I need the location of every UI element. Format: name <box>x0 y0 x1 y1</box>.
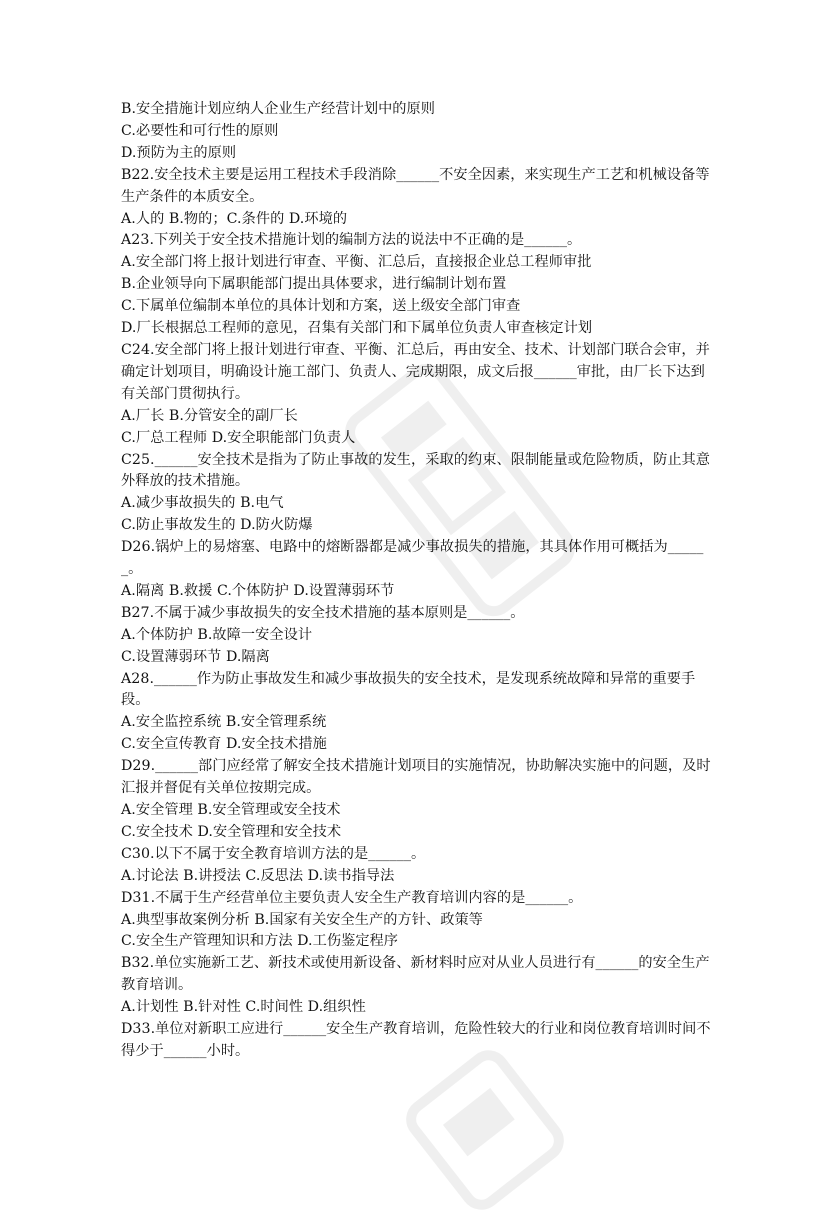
question-31: D31.不属于生产经营单位主要负责人安全生产教育培训内容的是______。 <box>121 889 583 906</box>
question-27-options-ab: A.个体防护 B.故障一安全设计 <box>121 626 313 643</box>
question-31-options-cd: C.安全生产管理知识和方法 D.工伤鉴定程序 <box>121 933 399 950</box>
option-d-line: D.预防为主的原则 <box>121 144 237 161</box>
question-23: A23.下列关于安全技术措施计划的编制方法的说法中不正确的是______。 <box>121 232 582 249</box>
question-29-options-cd: C.安全技术 D.安全管理和安全技术 <box>121 823 342 840</box>
watermark-bottom <box>391 1035 580 1225</box>
question-26: D26.锅炉上的易熔塞、电路中的熔断器都是减少事故损失的措施，其具体作用可概括为______。 <box>121 539 704 578</box>
question-26-options: A.隔离 B.救援 C.个体防护 D.设置薄弱环节 <box>121 582 395 599</box>
question-28-options-cd: C.安全宣传教育 D.安全技术措施 <box>121 736 327 753</box>
question-24-options-cd: C.厂总工程师 D.安全职能部门负责人 <box>121 429 356 446</box>
question-33: D33.单位对新职工应进行______安全生产教育培训，危险性较大的行业和岗位教育培训时间不得少于______小时。 <box>121 1021 711 1059</box>
question-23-option-d: D.厂长根据总工程师的意见，召集有关部门和下属单位负责人审查核定计划 <box>121 320 593 337</box>
question-32: B32.单位实施新工艺、新技术或使用新设备、新材料时应对从业人员进行有______的安全生产教育培训。 <box>121 955 710 994</box>
question-24: C24.安全部门将上报计划进行审查、平衡、汇总后，再由安全、技术、计划部门联合会审，并确定计划项目，明确设计施工部门、负责人、完成期限，成文后报______审批，由厂长下达到有关部门贯彻执行。 <box>121 341 710 402</box>
question-24-options-ab: A.厂长 B.分管安全的副厂长 <box>121 407 298 424</box>
question-27-options-cd: C.设置薄弱环节 D.隔离 <box>121 648 270 665</box>
question-29: D29.______部门应经常了解安全技术措施计划项目的实施情况，协助解决实施中的问题，及时汇报并督促有关单位按期完成。 <box>121 758 711 797</box>
question-25-options-ab: A.减少事故损失的 B.电气 <box>121 495 284 512</box>
option-c-line: C.必要性和可行性的原则 <box>121 122 279 139</box>
question-25-options-cd: C.防止事故发生的 D.防火防爆 <box>121 517 313 534</box>
question-22-options: A.人的 B.物的；C.条件的 D.环境的 <box>121 210 348 227</box>
question-31-options-ab: A.典型事故案例分析 B.国家有关安全生产的方针、政策等 <box>121 911 483 928</box>
question-27: B27.不属于减少事故损失的安全技术措施的基本原则是______。 <box>121 604 525 621</box>
question-25: C25.______安全技术是指为了防止事故的发生，采取的约束、限制能量或危险物质，防止其意外释放的技术措施。 <box>121 451 711 490</box>
option-b-line: B.安全措施计划应纳人企业生产经营计划中的原则 <box>121 101 436 117</box>
question-28: A28.______作为防止事故发生和减少事故损失的安全技术，是发现系统故障和异常的重要手段。 <box>121 670 696 709</box>
question-23-option-b: B.企业领导向下属职能部门提出具体要求，进行编制计划布置 <box>121 276 507 293</box>
question-22: B22.安全技术主要是运用工程技术手段消除______不安全因素，来实现生产工艺和机械设备等生产条件的本质安全。 <box>121 166 710 205</box>
question-29-options-ab: A.安全管理 B.安全管理或安全技术 <box>121 802 341 818</box>
question-23-option-c: C.下属单位编制本单位的具体计划和方案，送上级安全部门审查 <box>121 298 521 315</box>
question-28-options-ab: A.安全监控系统 B.安全管理系统 <box>121 714 327 731</box>
question-23-option-a: A.安全部门将上报计划进行审查、平衡、汇总后，直接报企业总工程师审批 <box>121 254 592 271</box>
question-30-options: A.讨论法 B.讲授法 C.反思法 D.读书指导法 <box>121 867 395 884</box>
question-text <box>121 99 711 1063</box>
question-32-options: A.计划性 B.针对性 C.时间性 D.组织性 <box>121 999 366 1016</box>
question-30: C30.以下不属于安全教育培训方法的是______。 <box>121 845 426 862</box>
watermark-bottom-graphic <box>391 1035 580 1225</box>
